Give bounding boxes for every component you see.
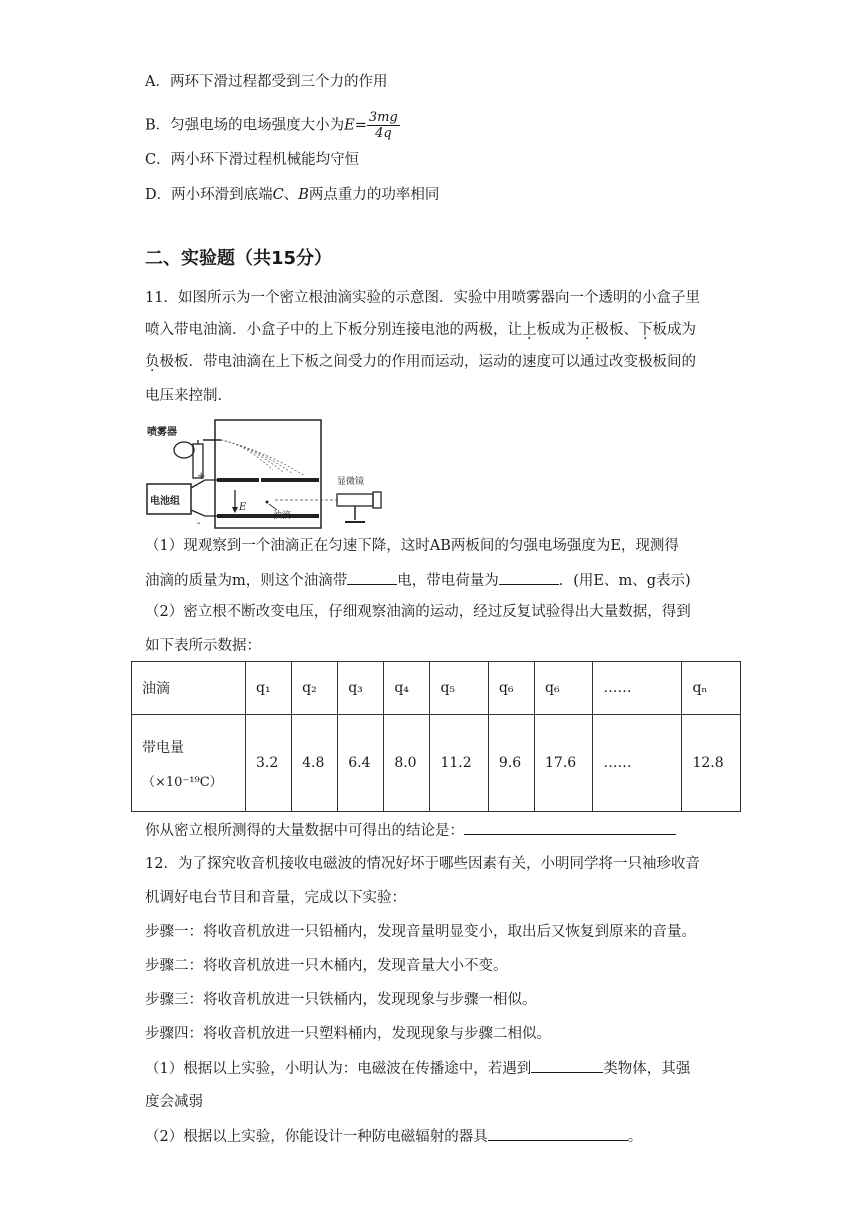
q12-part2 xyxy=(145,1126,642,1147)
formula-eq: = xyxy=(354,117,367,134)
q11-emph-upper: 上 xyxy=(522,322,537,338)
charge-amount-blank[interactable] xyxy=(499,570,559,585)
q11-line2 xyxy=(145,320,696,340)
table-cell: 4.8 xyxy=(292,715,338,812)
table-cell: 6.4 xyxy=(338,715,384,812)
table-cell: 8.0 xyxy=(384,715,430,812)
q11-part2-line2: 如下表所示数据： xyxy=(145,638,261,654)
q11-line2-a: 喷入带电油滴．小盒子中的上下板分别连接电池的两极，让 xyxy=(145,322,522,338)
table-col-q6b: q₆ xyxy=(535,662,593,715)
option-b xyxy=(145,110,400,141)
field-label: E xyxy=(239,502,247,513)
q12-step2: 步骤二：将收音机放进一只木桶内，发现音量大小不变。 xyxy=(145,958,508,974)
table-cell: 17.6 xyxy=(535,715,593,812)
option-b-text: B．匀强电场的电场强度大小为 xyxy=(145,117,345,134)
table-cell: 9.6 xyxy=(488,715,534,812)
q11-line1: 11．如图所示为一个密立根油滴实验的示意图．实验中用喷雾器向一个透明的小盒子里 xyxy=(145,290,700,306)
table-cell: 11.2 xyxy=(430,715,488,812)
q11-part1-c: ．(用E、m、g表示) xyxy=(558,573,691,589)
charge-unit: （×10⁻¹⁹C） xyxy=(142,774,223,790)
table-row xyxy=(132,715,741,812)
q11-part1-line1: （1）现观察到一个油滴正在匀速下降，这时AB两板间的匀强电场强度为E，现测得 xyxy=(145,538,679,554)
chamber-box xyxy=(215,420,321,528)
option-a: A．两环下滑过程都受到三个力的作用 xyxy=(145,74,388,90)
table-col-q4: q₄ xyxy=(384,662,430,715)
minus-sign: - xyxy=(197,518,201,529)
table-cell: …… xyxy=(593,715,682,812)
option-c: C．两小环下滑过程机械能均守恒 xyxy=(145,152,360,168)
field-arrow-head xyxy=(232,507,238,513)
section-title: 二、实验题（共15分） xyxy=(145,248,333,269)
battery-label: 电池组 xyxy=(150,496,180,507)
q12-part2-a: （2）根据以上实验，你能设计一种防电磁辐射的器具 xyxy=(145,1129,488,1145)
q12-part2-b: 。 xyxy=(627,1129,643,1145)
material-blank[interactable] xyxy=(531,1058,603,1073)
drop-label: 油滴 xyxy=(273,511,292,521)
option-d-point-c: C xyxy=(272,187,284,203)
q11-part1-a: 油滴的质量为m，则这个油滴带 xyxy=(145,573,348,589)
q11-part1-line2 xyxy=(145,570,691,591)
option-d-post: 两点重力的功率相同 xyxy=(308,187,440,203)
formula-numerator: 3mg xyxy=(368,110,398,125)
q12-step1: 步骤一：将收音机放进一只铅桶内，发现音量明显变小，取出后又恢复到原来的音量。 xyxy=(145,924,696,940)
q11-part1-b: 电，带电荷量为 xyxy=(397,573,499,589)
table-cell: 12.8 xyxy=(682,715,741,812)
q11-line4: 电压来控制． xyxy=(145,388,232,404)
drop-pointer xyxy=(269,504,277,510)
spray-lines xyxy=(221,440,305,476)
table-col-q5: q₅ xyxy=(430,662,488,715)
formula-denominator: 4q xyxy=(375,126,392,141)
table-header-drop: 油滴 xyxy=(132,662,246,715)
option-d-point-b: B xyxy=(298,187,309,203)
option-d xyxy=(145,185,439,205)
wire-negative xyxy=(191,510,217,516)
q11-conclusion xyxy=(145,820,676,841)
q11-conclusion-text: 你从密立根所测得的大量数据中可得出的结论是： xyxy=(145,823,464,839)
table-col-q1: q₁ xyxy=(246,662,292,715)
q12-part1-b: 类物体，其强 xyxy=(603,1061,691,1077)
table-col-q2: q₂ xyxy=(292,662,338,715)
conclusion-blank[interactable] xyxy=(464,820,676,835)
table-col-qn: qₙ xyxy=(682,662,741,715)
microscope-label: 显微镜 xyxy=(337,477,365,487)
q11-line3-rest: 极板．带电油滴在上下板之间受力的作用而运动，运动的速度可以通过改变极板间的 xyxy=(159,354,696,370)
option-d-pre: D．两小环滑到底端 xyxy=(145,187,273,203)
formula-fraction xyxy=(367,110,400,141)
table-col-q3: q₃ xyxy=(338,662,384,715)
q11-emph-lower: 下 xyxy=(638,322,653,338)
q11-emph-negative: 负 xyxy=(145,354,160,370)
charge-data-table xyxy=(131,661,741,812)
table-cell: 3.2 xyxy=(246,715,292,812)
upper-plate xyxy=(217,478,319,482)
q12-part1-a: （1）根据以上实验，小明认为：电磁波在传播途中，若遇到 xyxy=(145,1061,532,1077)
plus-sign: + xyxy=(197,471,206,482)
q11-line2-c: 极板、 xyxy=(594,322,638,338)
q12-line2: 机调好电台节目和音量，完成以下实验： xyxy=(145,890,406,906)
lower-plate xyxy=(217,514,319,518)
q12-part1 xyxy=(145,1058,690,1079)
table-col-q6: q₆ xyxy=(488,662,534,715)
oil-drop xyxy=(266,501,269,504)
q11-line2-b: 板成为 xyxy=(536,322,580,338)
q12-part1-cont: 度会减弱 xyxy=(145,1094,203,1110)
charge-header-text: 带电量 xyxy=(142,739,184,756)
q12-step4: 步骤四：将收音机放进一只塑料桶内，发现现象与步骤二相似。 xyxy=(145,1026,551,1042)
option-d-sep: 、 xyxy=(283,187,299,203)
table-header-charge xyxy=(132,715,246,812)
q11-line2-d: 板成为 xyxy=(652,322,696,338)
microscope-icon xyxy=(337,492,381,522)
q11-emph-positive: 正 xyxy=(580,322,595,338)
q11-part2-line1: （2）密立根不断改变电压，仔细观察油滴的运动，经过反复试验得出大量数据，得到 xyxy=(145,604,691,620)
q11-line3 xyxy=(145,352,696,372)
q12-step3: 步骤三：将收音机放进一只铁桶内，发现现象与步骤一相似。 xyxy=(145,992,537,1008)
sprayer-label: 喷雾器 xyxy=(147,427,177,438)
charge-sign-blank[interactable] xyxy=(347,570,397,585)
device-blank[interactable] xyxy=(488,1126,628,1141)
formula-lhs: E xyxy=(344,117,355,134)
table-col-ellipsis: …… xyxy=(593,662,682,715)
table-row xyxy=(132,662,741,715)
millikan-apparatus-figure xyxy=(145,418,393,530)
q12-line1: 12．为了探究收音机接收电磁波的情况好坏于哪些因素有关，小明同学将一只袖珍收音 xyxy=(145,856,700,872)
